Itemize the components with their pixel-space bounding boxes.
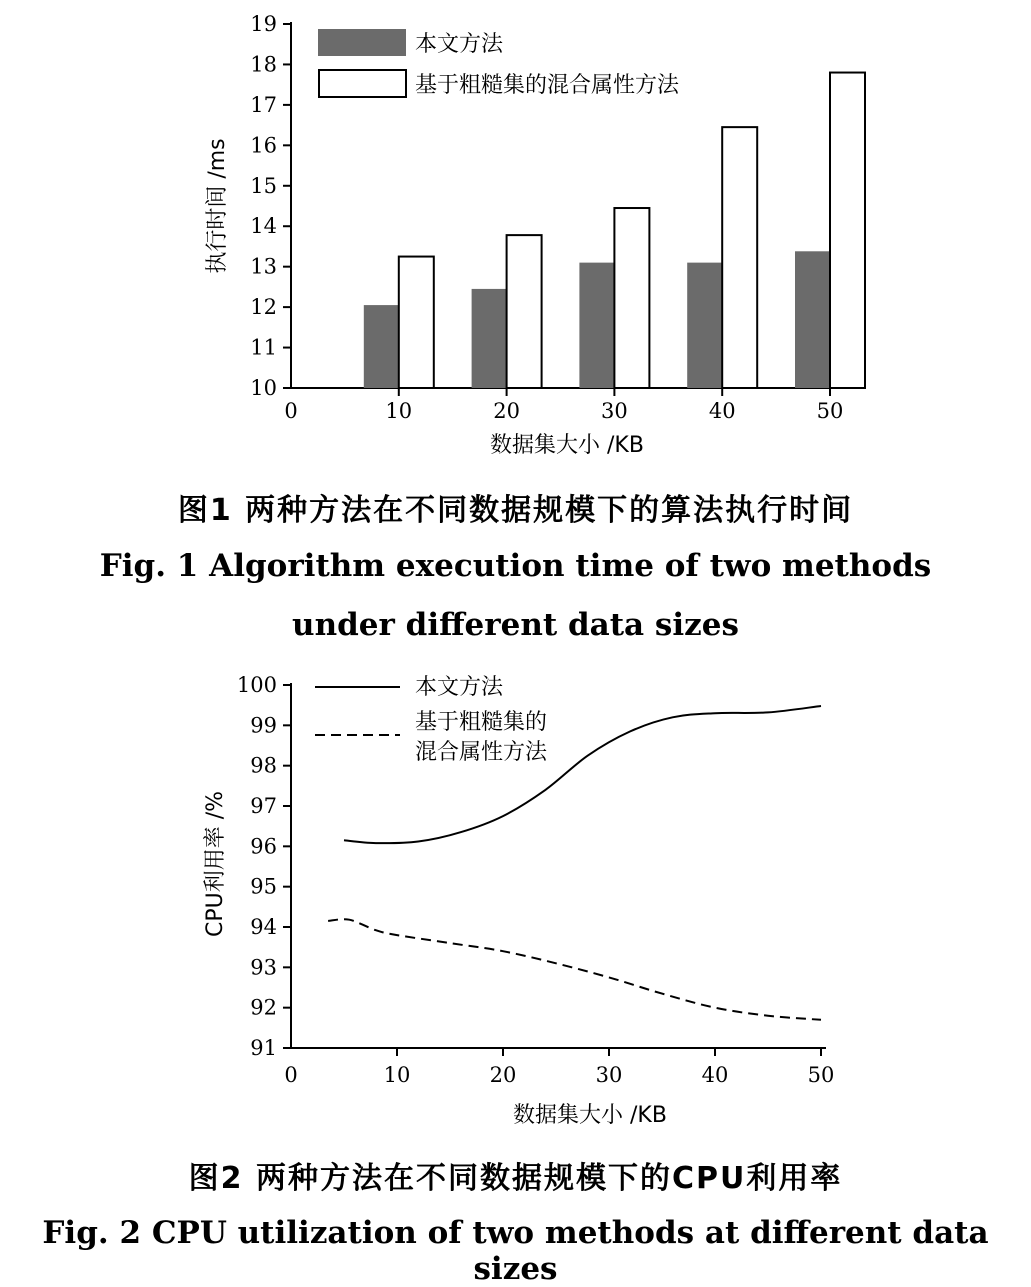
legend-label-series1: 本文方法: [415, 675, 504, 700]
y-tick-label: 100: [236, 673, 277, 697]
y-tick-label: 16: [250, 133, 277, 158]
x-tick-label: 20: [493, 399, 520, 423]
bar-series2: [507, 235, 542, 388]
figure1-caption-zh: 图1 两种方法在不同数据规模下的算法执行时间: [177, 493, 854, 528]
figure2-x-axis-title: 数据集大小 /KB: [513, 1103, 667, 1128]
figure2-line-chart: [0, 668, 1031, 1138]
y-tick-label: 97: [250, 794, 277, 818]
bar-series1: [687, 263, 722, 388]
figure1-caption-en-line2: under different data sizes: [292, 607, 739, 643]
y-tick-label: 94: [250, 915, 277, 939]
figure2-legend: [315, 675, 548, 765]
y-tick-label: 91: [250, 1036, 277, 1060]
legend-label-series1: 本文方法: [415, 32, 504, 57]
x-tick-label: 50: [807, 1063, 835, 1087]
legend-swatch-series2: [319, 70, 406, 97]
x-tick-label: 10: [383, 1063, 411, 1087]
x-tick-label: 30: [595, 1063, 623, 1087]
figure1-caption-en-line1: Fig. 1 Algorithm execution time of two methods: [99, 548, 932, 584]
y-tick-label: 18: [250, 52, 277, 77]
legend-label-series2-line2: 混合属性方法: [415, 740, 548, 765]
legend-label-series2: 基于粗糙集的混合属性方法: [415, 73, 680, 98]
x-tick-label: 0: [284, 1063, 298, 1087]
y-tick-label: 96: [250, 834, 277, 859]
x-tick-label: 0: [284, 399, 298, 423]
y-tick-label: 19: [250, 12, 277, 36]
y-tick-label: 11: [250, 335, 277, 360]
x-tick-label: 40: [708, 399, 736, 423]
x-tick-label: 20: [489, 1063, 517, 1087]
y-tick-label: 12: [250, 295, 277, 320]
x-tick-label: 10: [385, 399, 413, 423]
bar-series2: [830, 73, 865, 388]
bar-series1: [364, 305, 399, 388]
x-tick-label: 40: [701, 1063, 729, 1087]
figure1-legend: [318, 29, 680, 98]
figure2-caption-en: Fig. 2 CPU utilization of two methods at different data sizes: [42, 1215, 989, 1287]
bar-series1: [579, 263, 614, 388]
line-series2: [328, 919, 821, 1020]
figure1-x-axis-title: 数据集大小 /KB: [490, 433, 644, 458]
legend-swatch-series1: [318, 29, 406, 56]
figure1-bar-chart: [0, 0, 1031, 470]
y-tick-label: 92: [250, 995, 277, 1020]
bar-series2: [399, 257, 434, 388]
figure2-lines: [328, 706, 821, 1020]
y-tick-label: 10: [250, 376, 277, 400]
figure2-axes: [237, 673, 834, 1087]
y-tick-label: 95: [250, 874, 277, 899]
y-tick-label: 93: [250, 955, 277, 980]
y-tick-label: 13: [250, 254, 277, 279]
figure1-y-axis-title: 执行时间 /ms: [205, 138, 230, 274]
figure1-bars: [364, 73, 865, 388]
x-tick-label: 50: [816, 399, 844, 423]
y-tick-label: 17: [250, 92, 277, 117]
figure2-caption-zh: 图2 两种方法在不同数据规模下的CPU利用率: [188, 1161, 843, 1196]
bar-series2: [722, 127, 757, 388]
figure2-y-axis-title: CPU利用率 /%: [203, 790, 228, 938]
legend-label-series2-line1: 基于粗糙集的: [415, 710, 548, 735]
bar-series1: [795, 251, 830, 388]
bar-series1: [472, 289, 507, 388]
bar-series2: [614, 208, 649, 388]
y-tick-label: 15: [250, 173, 277, 198]
y-tick-label: 14: [250, 214, 277, 239]
x-tick-label: 30: [601, 399, 628, 423]
y-tick-label: 99: [250, 713, 277, 738]
y-tick-label: 98: [250, 753, 277, 778]
